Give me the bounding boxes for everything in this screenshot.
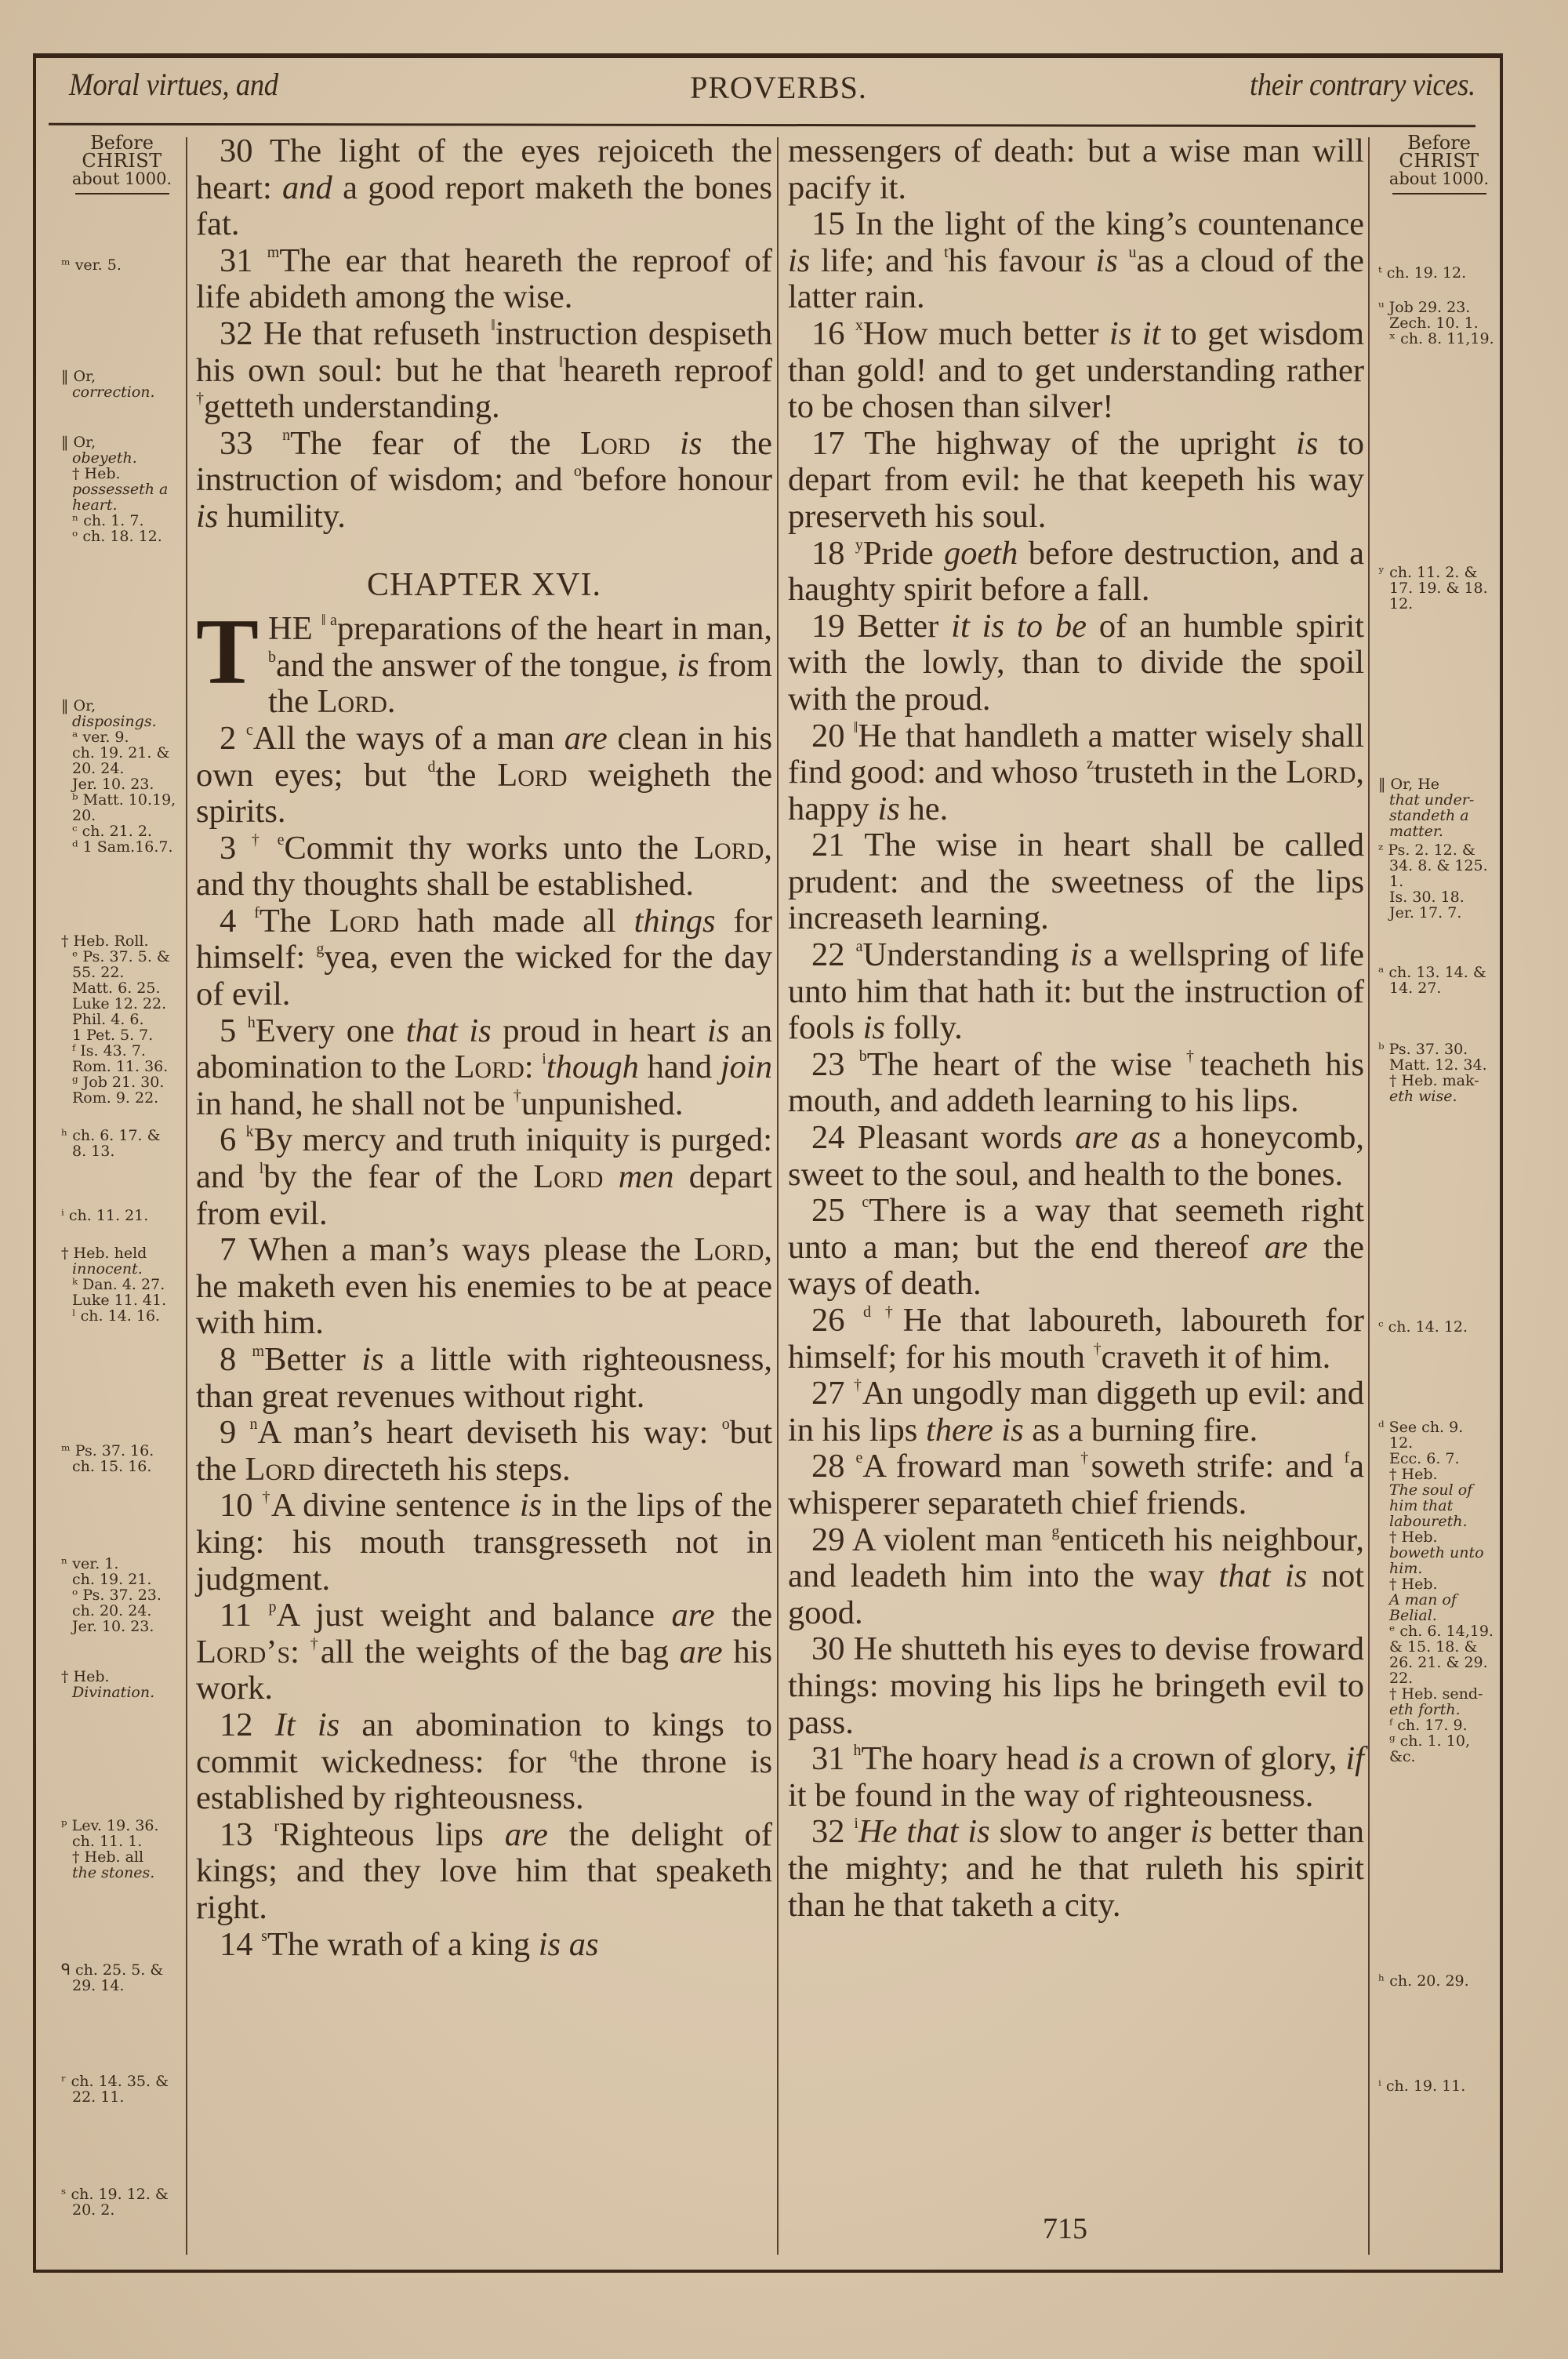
note-line: ch. 15. 16.	[72, 1458, 152, 1475]
note-line: 1 Pet. 5. 7.	[72, 1027, 154, 1044]
verse-16-1: THE $^{‖ a}$preparations of the heart in man, $^b$and the answer of the tongue, is from the Lord.	[196, 599, 772, 721]
note-line: 1.	[1389, 873, 1404, 890]
note-line: correction.	[72, 383, 155, 401]
text-column-left	[196, 133, 772, 1963]
note-line: ᵍ Job 21. 30.	[72, 1074, 165, 1091]
note-line: ᶻ Ps. 2. 12. &	[1378, 841, 1475, 859]
verse-16-24: 24 Pleasant words are as a honeycomb, sweet to the soul, and health to the bones.	[788, 1119, 1364, 1193]
note-line: ᵐ ver. 5.	[61, 256, 122, 274]
drop-cap: T	[196, 599, 260, 704]
note-line: ᵒ ch. 18. 12.	[72, 528, 162, 545]
note-line: ch. 11. 1.	[72, 1833, 143, 1850]
right-margin-note	[1378, 965, 1504, 996]
note-line: ˢ ch. 19. 12. &	[61, 2186, 169, 2203]
note-line: ᶜ ch. 21. 2.	[72, 823, 152, 840]
verse-16-30: 30 He shutteth his eyes to devise froward things: moving his lips he bringeth evil to pass.	[788, 1630, 1364, 1741]
note-line: ᵃ ch. 13. 14. &	[1378, 964, 1486, 981]
verse-15-33: 33 $^n$The fear of the Lord is the instruction of wisdom; and $^o$before honour is humility.	[196, 424, 773, 535]
left-margin-note	[61, 1818, 187, 1881]
note-line: Luke 12. 22.	[72, 995, 167, 1012]
note-line: ᶜ ch. 14. 12.	[1378, 1318, 1468, 1336]
right-margin-divider	[1368, 137, 1370, 2255]
note-line: him that	[1389, 1497, 1454, 1514]
note-line: Matt. 6. 25.	[72, 980, 161, 997]
note-line: Matt. 12. 34.	[1389, 1056, 1487, 1074]
note-line: ⁱ ch. 19. 11.	[1378, 2077, 1466, 2095]
verse-16-15: 15 In the light of the king’s countenance is life; and $^t$his favour is $^u$as a cloud of the latter rain.	[788, 205, 1365, 316]
note-line: 8. 13.	[72, 1143, 115, 1160]
note-line: ʰ ch. 20. 29.	[1378, 1972, 1469, 1990]
left-margin-note	[61, 933, 187, 1106]
left-margin-references	[61, 133, 183, 2235]
note-line: Ecc. 6. 7.	[1389, 1450, 1460, 1467]
header-right: their contrary vices.	[1250, 67, 1475, 102]
right-margin-references	[1378, 133, 1500, 2235]
right-margin-note	[1378, 565, 1504, 612]
date-year: about 1000.	[1388, 169, 1490, 188]
verse-16-14: 14 $^s$The wrath of a king is as	[220, 1925, 599, 1963]
verse-16-31: 31 $^h$The hoary head is a crown of glory, if it be found in the way of righteousness.	[788, 1740, 1364, 1814]
header-left: Moral virtues, and	[69, 67, 278, 102]
note-line: † Heb. mak-	[1389, 1072, 1479, 1089]
note-line: ᶠ ch. 17. 9.	[1389, 1717, 1468, 1734]
note-line: ᵐ Ps. 37. 16.	[61, 1442, 154, 1459]
note-line: ch. 20. 24.	[72, 1602, 152, 1619]
left-margin-note	[61, 1208, 187, 1223]
note-line: ᶠ Is. 43. 7.	[72, 1042, 146, 1060]
note-line: 22.	[1389, 1670, 1414, 1687]
note-line: 29. 14.	[72, 1977, 125, 1994]
verse-15-31: 31 $^m$The ear that heareth the reproof of life abideth among the wise.	[196, 242, 772, 316]
note-line: ˡ ch. 14. 16.	[72, 1307, 161, 1325]
verse-16-14-continued: messengers of death: but a wise man will pacify it.	[788, 133, 1364, 206]
note-line: eth forth.	[1389, 1701, 1461, 1718]
verse-16-26: 26 $^{d \dagger}$He that laboureth, laboureth for himself; for his mouth †craveth it of him.	[788, 1302, 1364, 1376]
left-margin-note	[61, 1245, 187, 1324]
note-line: 20. 24.	[72, 760, 125, 777]
note-line: ⁿ ver. 1.	[61, 1555, 119, 1572]
note-line: standeth a	[1389, 807, 1469, 824]
left-margin-note	[61, 1556, 187, 1634]
note-line: Phil. 4. 6.	[72, 1011, 144, 1028]
note-line: eth wise.	[1389, 1088, 1457, 1105]
verse-16-7: 7 When a man’s ways please the Lord, he maketh even his enemies to be at peace with him.	[196, 1231, 772, 1342]
verse-16-9: 9 $^n$A man’s heart deviseth his way: $^o$but the Lord directeth his steps.	[196, 1414, 773, 1488]
note-line: † Heb.	[1389, 1576, 1438, 1593]
left-margin-note	[61, 2186, 187, 2218]
note-line: ch. 19. 21. &	[72, 744, 170, 761]
note-line: ᵈ 1 Sam.16.7.	[72, 838, 173, 856]
note-line: † Heb. all	[72, 1848, 144, 1866]
note-line: ᵘ Job 29. 23.	[1378, 299, 1471, 316]
note-line: † Heb.	[1389, 1466, 1438, 1483]
verse-16-22: 22 $^a$Understanding is a wellspring of life unto him that hath it: but the instruction of fools is folly.	[788, 936, 1364, 1047]
note-line: ⁱ ch. 11. 21.	[61, 1207, 149, 1224]
note-line: † Heb. send-	[1389, 1685, 1483, 1703]
running-header	[69, 66, 1488, 114]
header-book-title: PROVERBS.	[690, 70, 867, 105]
right-margin-note	[1378, 265, 1504, 281]
note-line: laboureth.	[1389, 1513, 1468, 1530]
note-line: 55. 22.	[72, 964, 125, 981]
note-line: boweth unto	[1389, 1544, 1484, 1561]
verse-15-32: 32 He that refuseth ‖instruction despiseth his own soul: but he that ‖heareth reproof †getteth understanding.	[196, 314, 773, 426]
page-number: 715	[1043, 2212, 1087, 2245]
note-line: † Heb. Roll.	[61, 932, 149, 950]
note-line: 17. 19. & 18.	[1389, 580, 1488, 597]
right-margin-note	[1378, 1419, 1504, 1765]
verse-16-21: 21 The wise in heart shall be called prudent: and the sweetness of the lips increaseth learning.	[788, 827, 1365, 937]
note-line: obeyeth.	[72, 449, 137, 467]
verse-16-12: 12 It is an abomination to kings to commit wickedness: for $^q$the throne is established by righteousness.	[196, 1706, 772, 1817]
note-line: 34. 8. & 125.	[1389, 857, 1488, 874]
verse-16-5: 5 $^h$Every one that is proud in heart is an abomination to the Lord: $^i$though hand join in hand, he shall not be †unpunished.	[196, 1012, 773, 1122]
left-margin-note	[61, 1962, 187, 1994]
verse-16-18: 18 $^y$Pride goeth before destruction, and a haughty spirit before a fall.	[788, 534, 1365, 609]
note-line: ʳ ch. 14. 35. &	[61, 2073, 169, 2090]
verse-16-17: 17 The highway of the upright is to depart from evil: he that keepeth his way preserveth his soul.	[788, 424, 1365, 535]
right-margin-note	[1378, 1041, 1504, 1104]
date-year: about 1000.	[71, 169, 172, 188]
note-line: the stones.	[72, 1864, 155, 1881]
note-line: matter.	[1389, 823, 1443, 840]
note-line: 22. 11.	[72, 2088, 125, 2106]
note-line: ˣ ch. 8. 11,19.	[1389, 330, 1494, 347]
note-line: Is. 30. 18.	[1389, 889, 1465, 906]
verse-16-4: 4 $^f$The Lord hath made all things for himself: $^g$yea, even the wicked for the day of evil.	[196, 902, 773, 1013]
note-line: &c.	[1389, 1748, 1416, 1765]
center-column-divider	[777, 137, 779, 2255]
verse-16-27: 27 †An ungodly man diggeth up evil: and in his lips there is as a burning fire.	[788, 1375, 1365, 1448]
note-line: ᵃ ver. 9.	[72, 729, 129, 746]
note-line: ᵉ ch. 6. 14,19.	[1389, 1623, 1494, 1640]
note-line: Rom. 9. 22.	[72, 1089, 159, 1107]
note-line: A man of	[1389, 1591, 1457, 1608]
note-line: ʰ ch. 6. 17. &	[61, 1127, 161, 1144]
verse-16-3: 3 $^{\dagger e}$Commit thy works unto the Lord, and thy thoughts shall be established.	[196, 829, 772, 903]
right-margin-note	[1378, 776, 1504, 839]
note-line: † Heb.	[61, 1668, 110, 1685]
verse-16-20: 20 ‖He that handleth a matter wisely shall find good: and whoso $^z$trusteth in the Lord, happy is he.	[788, 717, 1364, 827]
verse-16-23: 23 $^b$The heart of the wise †teacheth his mouth, and addeth learning to his lips.	[788, 1045, 1365, 1120]
note-line: ᵇ Ps. 37. 30.	[1378, 1041, 1468, 1058]
verse-16-11: 11 $^p$A just weight and balance are the Lord’s: †all the weights of the bag are his work.	[196, 1597, 772, 1707]
date-rule	[75, 193, 169, 194]
note-line: † Heb.	[72, 465, 121, 482]
verse-16-13: 13 $^r$Righteous lips are the delight of kings; and they love him that speaketh right.	[196, 1816, 772, 1926]
verse-16-6: 6 $^k$By mercy and truth iniquity is purged: and $^l$by the fear of the Lord men depart from evil.	[196, 1121, 772, 1232]
note-line: 26. 21. & 29.	[1389, 1654, 1488, 1671]
note-line: ᵇ Matt. 10.19,	[72, 791, 176, 809]
note-line: ch. 19. 21.	[72, 1571, 152, 1588]
verse-16-8: 8 $^m$Better is a little with righteousness, than great revenues without right.	[196, 1341, 772, 1415]
note-line: 20.	[72, 807, 96, 824]
left-margin-note	[61, 1128, 187, 1159]
left-margin-note	[61, 2074, 187, 2105]
date-before: Before	[90, 132, 154, 154]
right-margin-note	[1378, 1319, 1504, 1335]
verse-16-25: 25 $^c$There is a way that seemeth right unto a man; but the end thereof are the ways of death.	[788, 1192, 1365, 1303]
note-line: possesseth a	[72, 481, 169, 498]
left-margin-note	[61, 1669, 187, 1700]
verse-16-28: 28 $^e$A froward man †soweth strife: and $^f$a whisperer separateth chief friends.	[788, 1448, 1364, 1521]
note-line: ‖ Or, He	[1378, 776, 1440, 793]
note-line: † Heb.	[1389, 1528, 1438, 1546]
note-line: ᵏ Dan. 4. 27.	[72, 1276, 165, 1293]
date-block-right	[1378, 133, 1500, 194]
date-christ: CHRIST	[1399, 150, 1479, 172]
left-margin-note	[61, 698, 187, 855]
verse-16-32: 32 $^i$He that is slow to anger is better than the mighty; and he that ruleth his spirit than he that taketh a city.	[788, 1813, 1364, 1924]
note-line: Jer. 10. 23.	[72, 776, 154, 793]
note-line: 14. 27.	[1389, 980, 1442, 997]
note-line: 12.	[1389, 1434, 1414, 1452]
note-line: ‖ Or,	[61, 368, 96, 385]
note-line: ᵉ Ps. 37. 5. &	[72, 948, 170, 965]
note-line: & 15. 18. &	[1389, 1638, 1478, 1656]
left-margin-note	[61, 369, 187, 400]
note-line: Luke 11. 41.	[72, 1292, 167, 1309]
note-line: ‖ Or,	[61, 434, 96, 451]
note-line: heart.	[72, 496, 118, 514]
verse-15-30: 30 The light of the eyes rejoiceth the heart: and a good report maketh the bones fat.	[196, 133, 772, 243]
note-line: Zech. 10. 1.	[1389, 314, 1479, 332]
note-line: Belial.	[1389, 1607, 1437, 1624]
verse-16-19: 19 Better it is to be of an humble spirit with the lowly, than to divide the spoil with the proud.	[788, 607, 1364, 718]
verse-16-16: 16 $^x$How much better is it to get wisdom than gold! and to get understanding rather to be chosen than silver!	[788, 314, 1365, 426]
right-margin-note	[1378, 2078, 1504, 2094]
right-margin-note	[1378, 842, 1504, 921]
right-margin-note	[1378, 300, 1504, 347]
date-christ: CHRIST	[82, 150, 162, 172]
left-margin-note	[61, 434, 187, 544]
text-column-right	[788, 133, 1364, 1924]
note-line: The soul of	[1389, 1481, 1473, 1499]
verse-16-10: 10 †A divine sentence is in the lips of the king: his mouth transgresseth not in judgment.	[196, 1487, 772, 1598]
left-margin-note	[61, 1443, 187, 1474]
note-line: 20. 2.	[72, 2201, 115, 2219]
note-line: ᵖ Lev. 19. 36.	[61, 1817, 159, 1834]
note-line: ᵒ Ps. 37. 23.	[72, 1587, 162, 1604]
date-block-left	[61, 133, 183, 194]
note-line: ‖ Or,	[61, 697, 96, 714]
note-line: ᵈ See ch. 9.	[1378, 1419, 1464, 1436]
note-line: Jer. 10. 23.	[72, 1618, 154, 1635]
note-line: disposings.	[72, 713, 157, 730]
note-line: him.	[1389, 1560, 1423, 1577]
verse-16-29: 29 A violent man $^g$enticeth his neighbour, and leadeth him into the way that is not good.	[788, 1521, 1365, 1631]
date-before: Before	[1407, 132, 1471, 154]
chapter-heading: CHAPTER XVI.	[366, 566, 601, 603]
note-line: ᵍ ch. 1. 10,	[1389, 1732, 1470, 1750]
note-line: Rom. 11. 36.	[72, 1058, 169, 1075]
note-line: Divination.	[72, 1684, 155, 1701]
left-margin-note	[61, 257, 187, 273]
note-line: ⁿ ch. 1. 7.	[72, 512, 144, 529]
note-line: † Heb. held	[61, 1245, 147, 1262]
note-line: that under-	[1389, 791, 1475, 809]
note-line: Jer. 17. 7.	[1389, 904, 1462, 921]
note-line: 12.	[1389, 595, 1414, 612]
note-line: innocent.	[72, 1260, 143, 1278]
note-line: ᵗ ch. 19. 12.	[1378, 264, 1467, 282]
date-rule	[1392, 193, 1486, 194]
note-line: ᑫ ch. 25. 5. &	[61, 1961, 164, 1979]
note-line: ʸ ch. 11. 2. &	[1378, 564, 1478, 581]
right-margin-note	[1378, 1973, 1504, 1989]
verse-16-2: 2 $^c$All the ways of a man are clean in his own eyes; but $^d$the Lord weigheth the spirits.	[196, 719, 773, 831]
